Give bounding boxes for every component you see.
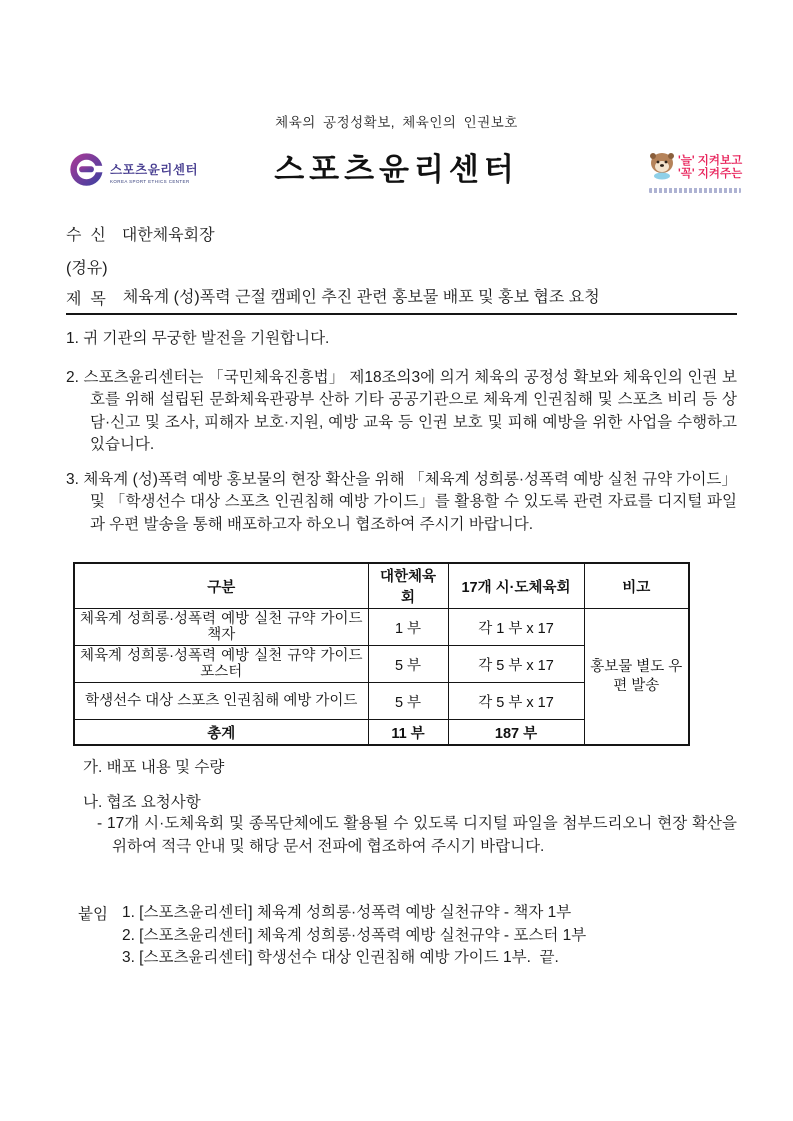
- total-sido-qty: 187 부: [448, 720, 584, 746]
- row-koc-qty: 5 부: [368, 646, 448, 683]
- subject-divider: [66, 313, 737, 315]
- row-sido-qty: 각 5 부 x 17: [448, 646, 584, 683]
- row-category: 학생선수 대상 스포츠 인권침해 예방 가이드: [74, 683, 368, 720]
- org-logo: [68, 151, 198, 193]
- letter-content: [66, 224, 737, 970]
- mascot-tagline-1: '늘' 지켜보고: [678, 154, 743, 167]
- distribution-table: [73, 562, 690, 746]
- via-row: (경유): [66, 260, 108, 277]
- row-category: 체육계 성희롱·성폭력 예방 실천 규약 가이드 포스터: [74, 646, 368, 683]
- row-koc-qty: 5 부: [368, 683, 448, 720]
- col-header-sido: 17개 시·도체육회: [448, 563, 584, 609]
- mascot-tagline-2: '꼭' 지켜주는: [678, 167, 743, 180]
- attachments-label: 붙임: [78, 906, 108, 923]
- mascot-badge: [649, 150, 743, 193]
- note-item-na: 나. 협조 요청사항: [83, 794, 201, 811]
- body-paragraph-2: 2. 스포츠윤리센터는 「국민체육진흥법」 제18조의3에 의거 체육의 공정성 확보와 체육인의 인권 보호를 위해 설립된 문화체육관광부 산하 기타 공공기관으로 체육계 인권침해 및 스포츠 비리 등 상담·신고 및 조사, 피해자 보호·지원, 예방 교육 등 인권 보호 및 피해 예방을 위한 사업을 수행하고 있습니다.: [66, 368, 737, 453]
- table-header-row: [74, 563, 689, 609]
- col-header-koc: 대한체육회: [368, 563, 448, 609]
- total-koc-qty: 11 부: [368, 720, 448, 746]
- mascot-otter-icon: [649, 150, 675, 185]
- row-koc-qty: 1 부: [368, 609, 448, 646]
- row-category: 체육계 성희롱·성폭력 예방 실천 규약 가이드 책자: [74, 609, 368, 646]
- recipient-label: 수 신: [66, 227, 106, 244]
- remark-note: 홍보물 별도 우편 발송: [584, 609, 689, 746]
- table-row: [74, 609, 689, 646]
- body-paragraph-3: 3. 체육계 (성)폭력 예방 홍보물의 현장 확산을 위해 「체육계 성희롱·성폭력 예방 실천 규약 가이드」 및 「학생선수 대상 스포츠 인권침해 예방 가이드」를 활용할 수 있도록 관련 자료를 디지털 파일과 우편 발송을 통해 배포하고자 하오니 협조하여 주시기 바랍니다.: [66, 470, 737, 533]
- note-item-na-detail: - 17개 시·도체육회 및 종목단체에도 활용될 수 있도록 디지털 파일을 첨부드리오니 현장 확산을 위하여 적극 안내 및 해당 문서 전파에 협조하여 주시기 바랍니다.: [97, 815, 737, 855]
- attachment-item: 1. [스포츠윤리센터] 체육계 성희롱·성폭력 예방 실천규약 - 책자 1부: [121, 904, 572, 921]
- subject-label: 제 목: [66, 291, 106, 308]
- note-item-ga: 가. 배포 내용 및 수량: [83, 759, 225, 776]
- org-logo-icon: [68, 151, 105, 193]
- col-header-remark: 비고: [584, 563, 689, 609]
- masthead-slogan: 체육의 공정성확보, 체육인의 인권보호: [275, 115, 518, 130]
- recipient-row: [66, 224, 737, 248]
- row-sido-qty: 각 1 부 x 17: [448, 609, 584, 646]
- subject-text: 체육계 (성)폭력 근절 캠페인 추진 관련 홍보물 배포 및 홍보 협조 요청: [122, 289, 600, 306]
- body-paragraph-1: 1. 귀 기관의 무궁한 발전을 기원합니다.: [66, 330, 330, 347]
- subject-row: [66, 286, 737, 309]
- mascot-small-print: [649, 188, 741, 193]
- attachment-item: 2. [스포츠윤리센터] 체육계 성희롱·성폭력 예방 실천규약 - 포스터 1부: [121, 926, 587, 944]
- recipient-value: 대한체육회장: [121, 227, 215, 244]
- attachment-item: 3. [스포츠윤리센터] 학생선수 대상 인권침해 예방 가이드 1부. 끝.: [121, 949, 559, 966]
- org-logo-name-en: KOREA SPORT ETHICS CENTER: [110, 179, 190, 184]
- org-title: 스포츠윤리센터: [274, 152, 519, 187]
- org-logo-name-ko: 스포츠윤리센터: [110, 163, 199, 177]
- col-header-category: 구분: [74, 563, 368, 609]
- attachments-section: [78, 902, 737, 970]
- row-sido-qty: 각 5 부 x 17: [448, 683, 584, 720]
- total-label: 총계: [74, 720, 368, 746]
- org-logo-text: [110, 160, 198, 184]
